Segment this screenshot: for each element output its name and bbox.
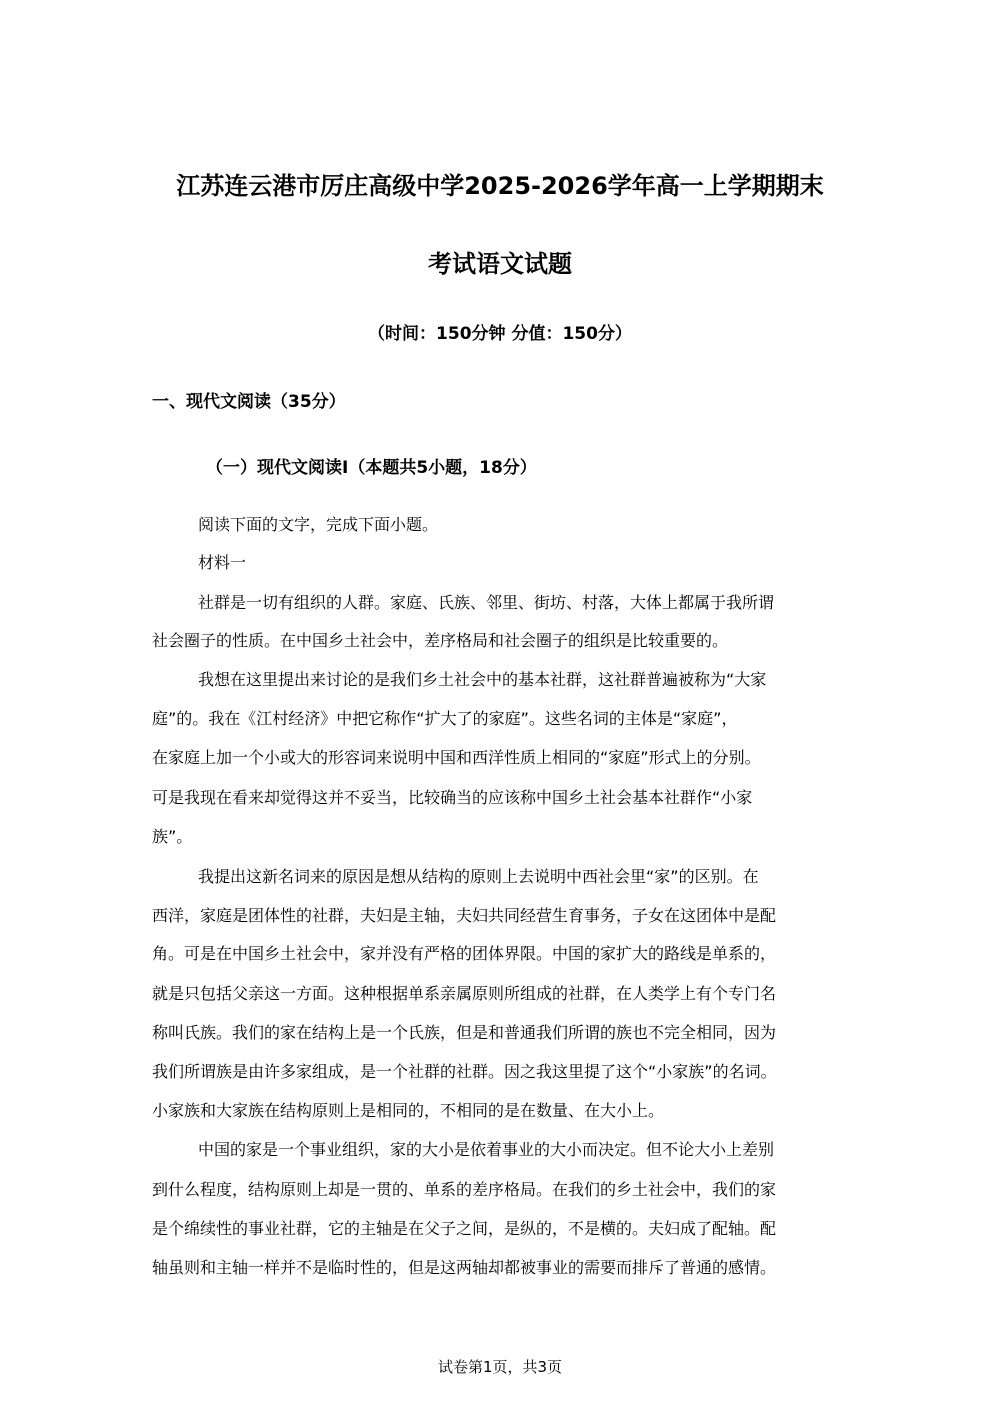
paragraph-line: 角。可是在中国乡土社会中，家并没有严格的团体界限。中国的家扩大的路线是单系的， — [152, 944, 777, 963]
paragraph-line: 我想在这里提出来讨论的是我们乡土社会中的基本社群，这社群普遍被称为“大家 — [198, 670, 767, 689]
exam-title-line-2: 考试语文试题 — [428, 250, 572, 278]
paragraph-line: 西洋，家庭是团体性的社群，夫妇是主轴，夫妇共同经营生育事务，子女在这团体中是配 — [152, 906, 777, 925]
exam-time-score: （时间：150分钟 分值：150分） — [368, 324, 632, 344]
paragraph-line: 在家庭上加一个小或大的形容词来说明中国和西洋性质上相同的“家庭”形式上的分别。 — [152, 748, 761, 767]
paragraph-line: 社会圈子的性质。在中国乡土社会中，差序格局和社会圈子的组织是比较重要的。 — [152, 631, 729, 650]
paragraph-line: 称叫氏族。我们的家在结构上是一个氏族，但是和普通我们所谓的族也不完全相同，因为 — [152, 1023, 777, 1042]
instruction-line: 阅读下面的文字，完成下面小题。 — [198, 515, 439, 534]
material-label: 材料一 — [198, 553, 247, 572]
paragraph-line: 社群是一切有组织的人群。家庭、氏族、邻里、街坊、村落，大体上都属于我所谓 — [198, 593, 775, 612]
paragraph-line: 我提出这新名词来的原因是想从结构的原则上去说明中西社会里“家”的区别。在 — [198, 867, 759, 886]
paragraph-line: 中国的家是一个事业组织，家的大小是依着事业的大小而决定。但不论大小上差别 — [198, 1140, 775, 1159]
paragraph-line: 是个绵续性的事业社群，它的主轴是在父子之间，是纵的，不是横的。夫妇成了配轴。配 — [152, 1219, 777, 1238]
paragraph-line: 族”。 — [152, 827, 193, 846]
paragraph-line: 轴虽则和主轴一样并不是临时性的，但是这两轴却都被事业的需要而排斥了普通的感情。 — [152, 1258, 777, 1277]
paragraph-line: 庭”的。我在《江村经济》中把它称作“扩大了的家庭”。这些名词的主体是“家庭”， — [152, 709, 738, 728]
paragraph-line: 就是只包括父亲这一方面。这种根据单系亲属原则所组成的社群，在人类学上有个专门名 — [152, 984, 777, 1003]
paragraph-line: 到什么程度，结构原则上却是一贯的、单系的差序格局。在我们的乡土社会中，我们的家 — [152, 1180, 777, 1199]
paragraph-line: 可是我现在看来却觉得这并不妥当，比较确当的应该称中国乡土社会基本社群作“小家 — [152, 788, 753, 807]
subsection-heading: （一）现代文阅读Ⅰ（本题共5小题，18分） — [206, 458, 537, 478]
page-footer: 试卷第1页，共3页 — [437, 1358, 563, 1376]
paragraph-line: 小家族和大家族在结构原则上是相同的，不相同的是在数量、在大小上。 — [152, 1101, 665, 1120]
paragraph-line: 我们所谓族是由许多家组成，是一个社群的社群。因之我这里提了这个“小家族”的名词。 — [152, 1062, 777, 1081]
section-heading: 一、现代文阅读（35分） — [152, 392, 346, 412]
exam-title-line-1: 江苏连云港市厉庄高级中学2025-2026学年高一上学期期末 — [176, 172, 824, 200]
